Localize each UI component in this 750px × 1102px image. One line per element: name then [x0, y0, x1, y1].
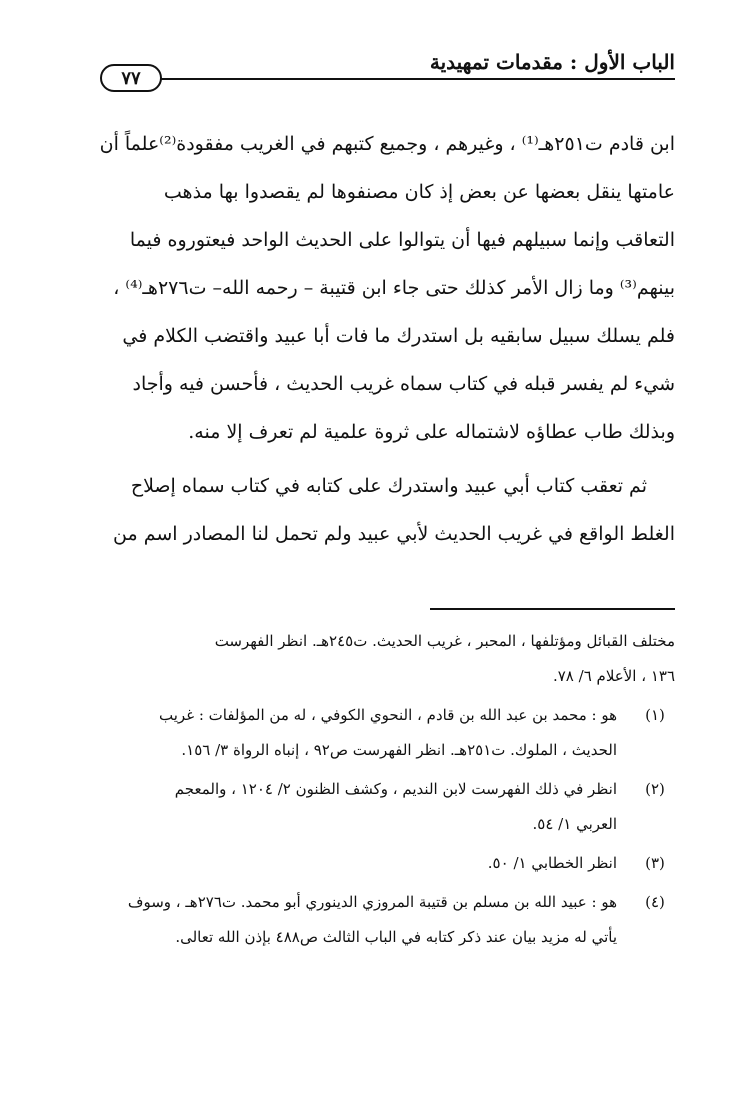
paragraph	[75, 462, 675, 558]
footnote-separator	[430, 608, 675, 610]
footnote-2	[75, 772, 675, 842]
footnote-line: انظر في ذلك الفهرست لابن النديم ، وكشف الظنون ٢/ ١٢٠٤ ، والمعجم	[174, 780, 617, 798]
page-number-badge	[100, 64, 162, 92]
text-line: بينهم⁽³⁾ وما زال الأمر كذلك حتى جاء ابن قتيبة – رحمه الله– ت٢٧٦هـ⁽⁴⁾ ،	[113, 277, 675, 299]
text-line: فلم يسلك سبيل سابقيه بل استدرك ما فات أبا عبيد واقتضب الكلام في	[122, 325, 675, 347]
text-line: شيء لم يفسر قبله في كتاب سماه غريب الحديث ، فأحسن فيه وأجاد	[132, 373, 675, 395]
footnote-number: (١)	[645, 706, 665, 724]
footnote-number: (٣)	[645, 854, 665, 872]
footnote-line: هو : محمد بن عبد الله بن قادم ، النحوي الكوفي ، له من المؤلفات : غريب	[159, 706, 617, 724]
header-rule	[150, 78, 675, 80]
footnote-line: انظر الخطابي ١/ ٥٠.	[487, 854, 617, 872]
paragraph	[75, 120, 675, 456]
footnote-4	[75, 885, 675, 955]
text-line: التعاقب وإنما سبيلهم فيها أن يتوالوا على الحديث الواحد فيعتوروه فيما	[129, 229, 675, 251]
footnote-continuation	[75, 624, 675, 694]
footnote-line: يأتي له مزيد بيان عند ذكر كتابه في الباب الثالث ص٤٨٨ بإذن الله تعالى.	[175, 928, 617, 946]
footnote-line: هو : عبيد الله بن مسلم بن قتيبة المروزي الدينوري أبو محمد. ت٢٧٦هـ ، وسوف	[127, 893, 617, 911]
text-line: عامتها ينقل بعضها عن بعض إذ كان مصنفوها لم يقصدوا بها مذهب	[163, 181, 675, 203]
footnote-3	[75, 846, 675, 881]
footnotes	[75, 624, 675, 955]
footnote-1	[75, 698, 675, 768]
footnote-line: مختلف القبائل ومؤتلفها ، المحبر ، غريب الحديث. ت٢٤٥هـ. انظر الفهرست	[214, 632, 675, 650]
footnote-line: العربي ١/ ٥٤.	[532, 815, 617, 833]
text-line: ابن قادم ت٢٥١هـ⁽¹⁾ ، وغيرهم ، وجميع كتبهم في الغريب مفقودة⁽²⁾علماً أن	[99, 133, 675, 155]
footnote-number: (٢)	[645, 780, 665, 798]
text-line: الغلط الواقع في غريب الحديث لأبي عبيد ولم تحمل لنا المصادر اسم من	[113, 523, 675, 545]
text-line: وبذلك طاب عطاؤه لاشتماله على ثروة علمية لم تعرف إلا منه.	[188, 421, 675, 443]
footnote-number: (٤)	[645, 893, 665, 911]
text-line: ثم تعقب كتاب أبي عبيد واستدرك على كتابه في كتاب سماه إصلاح	[130, 475, 647, 497]
footnote-line: ١٣٦ ، الأعلام ٦/ ٧٨.	[552, 667, 675, 685]
running-title: الباب الأول : مقدمات تمهيدية	[429, 50, 675, 74]
page-number: ٧٧	[121, 67, 141, 89]
main-text	[75, 120, 675, 558]
footnote-line: الحديث ، الملوك. ت٢٥١هـ. انظر الفهرست ص٩٢ ، إنباه الرواة ٣/ ١٥٦.	[181, 741, 617, 759]
